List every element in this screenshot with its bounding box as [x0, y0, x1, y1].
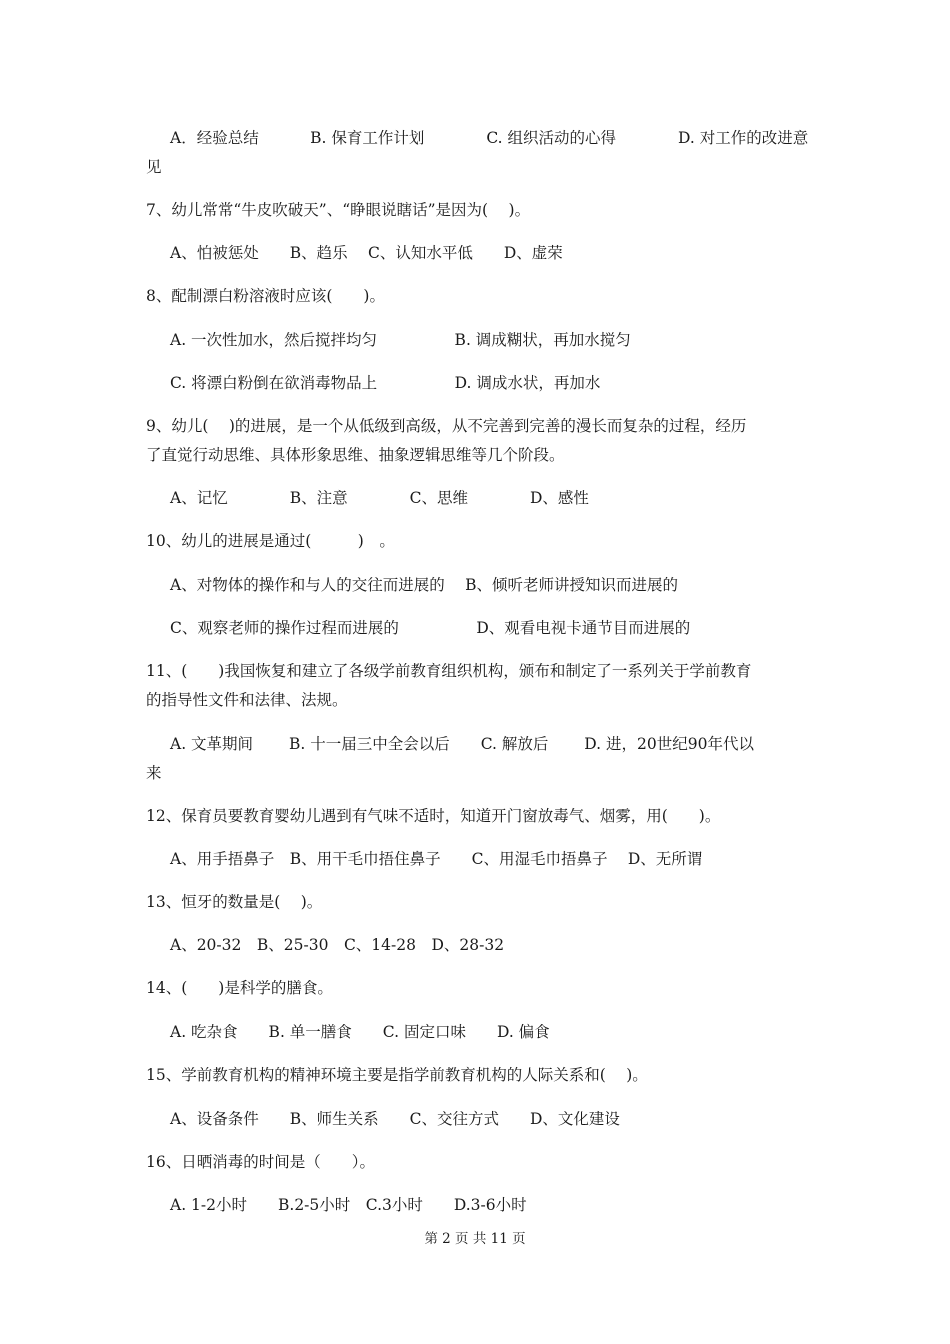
options-line: A. 文革期间 B. 十一届三中全会以后 C. 解放后 D. 进，20世纪90年代以	[170, 735, 754, 753]
options-line: A．经验总结 B. 保育工作计划 C. 组织活动的心得 D. 对工作的改进意	[170, 129, 809, 147]
options-line: A、用手捂鼻子 B、用干毛巾捂住鼻子 C、用湿毛巾捂鼻子 D、无所谓	[170, 850, 703, 868]
options-line: A、记忆 B、注意 C、思维 D、感性	[170, 489, 589, 507]
question-line: 15、学前教育机构的精神环境主要是指学前教育机构的人际关系和( )。	[146, 1066, 648, 1084]
question-line: 13、恒牙的数量是( )。	[146, 893, 323, 911]
options-line: A. 吃杂食 B. 单一膳食 C. 固定口味 D. 偏食	[170, 1023, 550, 1041]
options-line: A、设备条件 B、师生关系 C、交往方式 D、文化建设	[170, 1110, 620, 1128]
question-line: 10、幼儿的进展是通过( ) 。	[146, 532, 395, 550]
question-line: 16、日晒消毒的时间是（ ）。	[146, 1153, 375, 1171]
continuation-line: 来	[146, 764, 162, 782]
continuation-line: 见	[146, 158, 162, 176]
options-line: C、观察老师的操作过程而进展的 D、观看电视卡通节目而进展的	[170, 619, 691, 637]
question-line: 8、配制漂白粉溶液时应该( )。	[146, 287, 385, 305]
options-line: C. 将漂白粉倒在欲消毒物品上 D. 调成水状，再加水	[170, 374, 601, 392]
options-line: A、对物体的操作和与人的交往而进展的 B、倾听老师讲授知识而进展的	[170, 576, 679, 594]
page-footer: 第 2 页 共 11 页	[424, 1231, 526, 1247]
options-line: A、怕被惩处 B、趋乐 C、认知水平低 D、虚荣	[170, 244, 563, 262]
question-line: 14、( )是科学的膳食。	[146, 979, 333, 997]
options-line: A. 1-2小时 B.2-5小时 C.3小时 D.3-6小时	[170, 1196, 527, 1214]
continuation-line: 了直觉行动思维、具体形象思维、抽象逻辑思维等几个阶段。	[146, 446, 565, 464]
question-line: 12、保育员要教育婴幼儿遇到有气味不适时，知道开门窗放毒气、烟雾，用( )。	[146, 807, 721, 825]
question-line: 9、幼儿( )的进展，是一个从低级到高级，从不完善到完善的漫长而复杂的过程，经历	[146, 417, 747, 435]
options-line: A. 一次性加水，然后搅拌均匀 B. 调成糊状，再加水搅匀	[170, 331, 631, 349]
question-line: 11、( )我国恢复和建立了各级学前教育组织机构，颁布和制定了一系列关于学前教育	[146, 662, 752, 680]
continuation-line: 的指导性文件和法律、法规。	[146, 691, 348, 709]
options-line: A、20-32 B、25-30 C、14-28 D、28-32	[170, 936, 505, 954]
question-line: 7、幼儿常常“牛皮吹破天”、“睁眼说瞎话”是因为( )。	[146, 201, 531, 219]
